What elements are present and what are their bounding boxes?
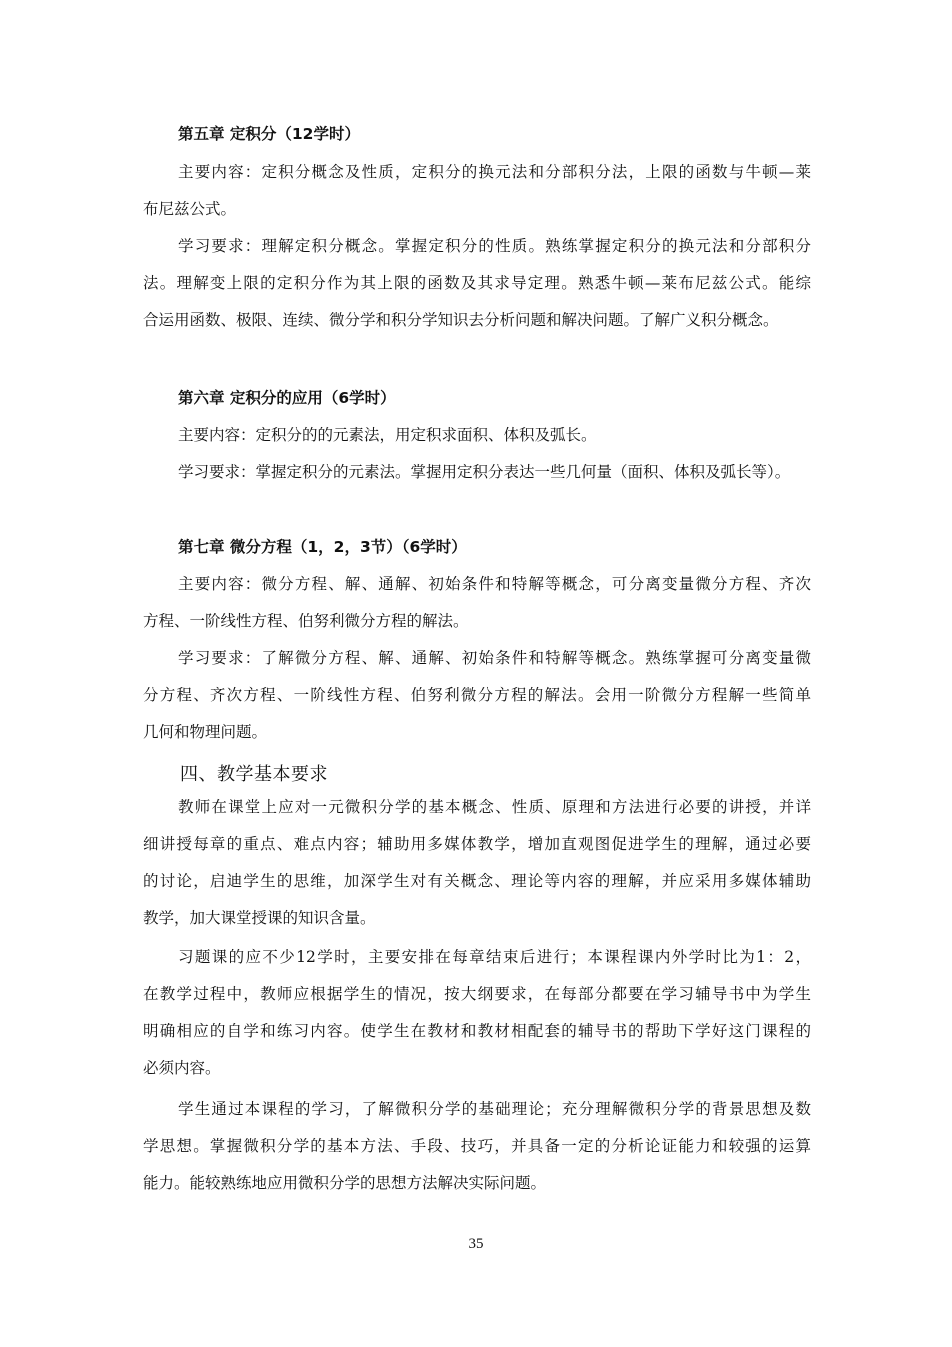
text-line: 学习要求：理解定积分概念。掌握定积分的性质。熟练掌握定积分的换元法和分部积分 — [178, 237, 811, 255]
text-line: 主要内容：定积分概念及性质，定积分的换元法和分部积分法，上限的函数与牛顿—莱 — [178, 163, 811, 181]
text-line: 布尼兹公式。 — [143, 200, 237, 218]
text-line: 主要内容：微分方程、解、通解、初始条件和特解等概念，可分离变量微分方程、齐次 — [178, 575, 811, 593]
text-line: 能力。能较熟练地应用微积分学的思想方法解决实际问题。 — [143, 1174, 547, 1192]
text-line: 必须内容。 — [143, 1059, 221, 1077]
section4-paragraph-2 — [143, 939, 811, 1087]
chapter6-requirement — [143, 454, 811, 491]
section4-paragraph-1 — [143, 789, 811, 937]
chapter7-content — [143, 566, 811, 640]
text-line: 学思想。掌握微积分学的基本方法、手段、技巧，并具备一定的分析论证能力和较强的运算 — [143, 1137, 811, 1155]
text-line: 学习要求：掌握定积分的元素法。掌握用定积分表达一些几何量（面积、体积及弧长等）。 — [178, 463, 791, 481]
text-line: 合运用函数、极限、连续、微分学和积分学知识去分析问题和解决问题。了解广义积分概念。 — [143, 311, 779, 329]
chapter7-heading: 第七章 微分方程（1，2，3节）（6学时） — [178, 538, 467, 556]
text-line: 分方程、齐次方程、一阶线性方程、伯努利微分方程的解法。会用一阶微分方程解一些简单 — [143, 686, 811, 704]
text-line: 学生通过本课程的学习，了解微积分学的基础理论；充分理解微积分学的背景思想及数 — [178, 1100, 811, 1118]
text-line: 细讲授每章的重点、难点内容；辅助用多媒体教学，增加直观图促进学生的理解，通过必要 — [143, 835, 811, 853]
chapter5-heading: 第五章 定积分（12学时） — [178, 125, 360, 143]
chapter6-heading: 第六章 定积分的应用（6学时） — [178, 389, 396, 407]
text-line: 法。理解变上限的定积分作为其上限的函数及其求导定理。熟悉牛顿—莱布尼兹公式。能综 — [143, 274, 811, 292]
page-number: 35 — [468, 1236, 484, 1252]
section4-heading: 四、教学基本要求 — [180, 764, 328, 785]
chapter5-requirement — [143, 228, 811, 339]
text-line: 方程、一阶线性方程、伯努利微分方程的解法。 — [143, 612, 469, 630]
text-line: 教学，加大课堂授课的知识含量。 — [143, 909, 376, 927]
text-line: 的讨论，启迪学生的思维，加深学生对有关概念、理论等内容的理解，并应采用多媒体辅助 — [143, 872, 811, 890]
chapter6-content — [143, 417, 811, 454]
text-line: 明确相应的自学和练习内容。使学生在教材和教材相配套的辅导书的帮助下学好这门课程的 — [143, 1022, 811, 1040]
chapter7-requirement — [143, 640, 811, 751]
text-line: 习题课的应不少12学时，主要安排在每章结束后进行；本课程课内外学时比为1：2， — [178, 948, 811, 966]
text-line: 学习要求：了解微分方程、解、通解、初始条件和特解等概念。熟练掌握可分离变量微 — [178, 649, 811, 667]
section4-paragraph-3 — [143, 1091, 811, 1202]
chapter5-content — [143, 154, 811, 228]
text-line: 主要内容：定积分的的元素法，用定积求面积、体积及弧长。 — [178, 426, 597, 444]
text-line: 几何和物理问题。 — [143, 723, 268, 741]
text-line: 在教学过程中，教师应根据学生的情况，按大纲要求，在每部分都要在学习辅导书中为学生 — [143, 985, 811, 1003]
text-line: 教师在课堂上应对一元微积分学的基本概念、性质、原理和方法进行必要的讲授，并详 — [178, 798, 811, 816]
